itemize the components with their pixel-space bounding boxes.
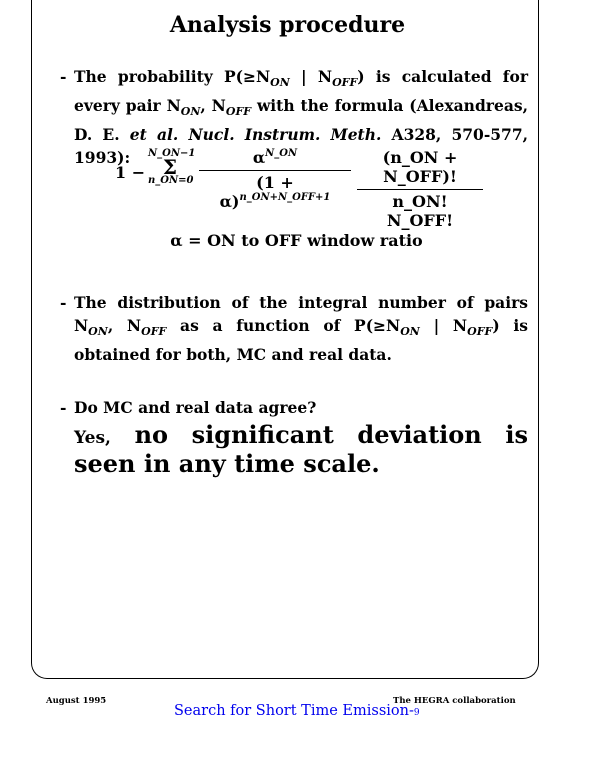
footer-title-link[interactable]: Search for Short Time Emission-9 (174, 703, 420, 719)
formula-sum: N_ON−1 Σ n_ON=0 (148, 148, 196, 186)
footer-date: August 1995 (46, 696, 107, 706)
bullet-text: Do MC and real data agree? (74, 398, 317, 417)
bullet-dash: - (60, 398, 67, 417)
bullet-text: The probability $P(\ge N_{ON}$ | $N_{OFF}$) is calculated for every pair $N_{ON}$, $N_{OFF}$ with the formula (Alexandreas, D. E. et al. Nucl. Instrum. Meth. A328, 570-577, 1993): (74, 67, 529, 167)
footer-collaboration: The HEGRA collaboration (393, 696, 516, 706)
formula-fraction-alpha: $\alpha^{N\_ON}$ $(1 + \alpha)^{n\_ON+N\_OFF+1}$ (199, 148, 351, 211)
formula-fraction-factorial: (n_ON + N_OFF)! n_ON! N_OFF! (357, 148, 483, 230)
bullet-question (60, 396, 528, 419)
bullet-text: The distribution of the integral number of pairs $N_{ON}$, $N_{OFF}$ as a function of $P(\ge N_{ON}$ | $N_{OFF}$) is obtained for both, MC and real data. (74, 293, 528, 364)
bullet-dash: - (60, 67, 67, 86)
alpha-definition: α = ON to OFF window ratio (170, 231, 423, 250)
page-title: Analysis procedure (169, 12, 406, 38)
bullet-distribution (60, 291, 528, 366)
answer-text: Yes, no significant deviation is seen in any time scale. (74, 420, 528, 478)
page-number: 9 (413, 708, 420, 718)
reference-journal: et al. Nucl. Instrum. Meth. (129, 125, 382, 144)
bullet-dash: - (60, 293, 67, 312)
formula-one-minus: 1 − (115, 163, 146, 182)
